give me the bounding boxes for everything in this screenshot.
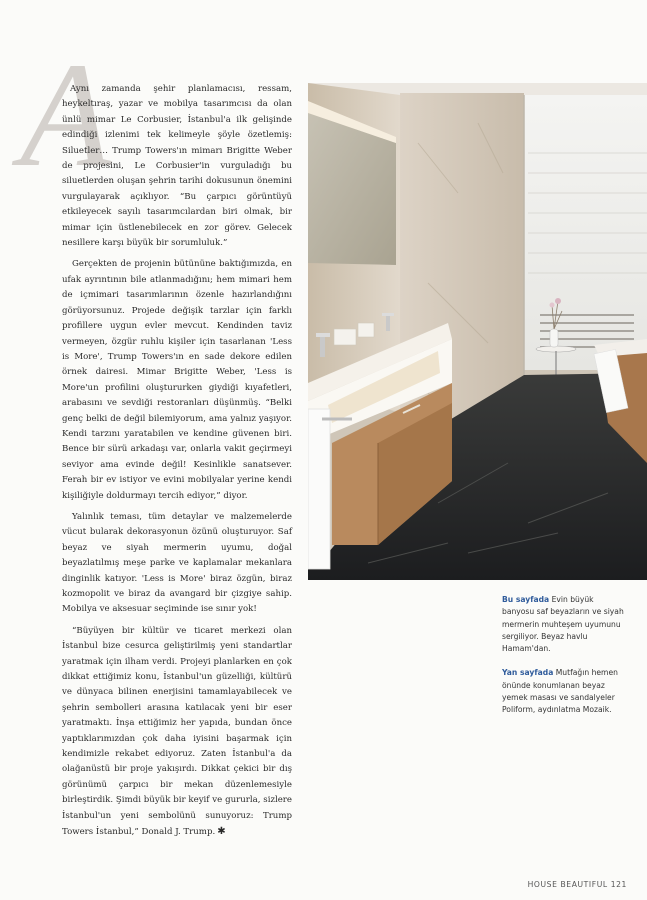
caption-text: Mutfağın hemen önünde konumlanan beyaz yemek masası ve sandalyeler Poliform, aydınlatma Mozaik. <box>502 668 618 715</box>
photo-captions <box>502 594 627 729</box>
paragraph-1: Aynı zamanda şehir planlamacısı, ressam, heykeltıraş, yazar ve mobilya tasarımcısı da olan ünlü mimar Le Corbusier, İstanbul'a ilk gelişinde edindiği izlenimi tek kelimeyle şöyle özetlemiş: Siluetler… Trump Towers'ın mimarı Brigitte Weber de projesini, Le Corbusier'in vurguladığı bu siluetlerden oluşan şehrin tarihi dokusunun önemini vurgulayarak açıklıyor. “Bu çarpıcı görüntüyü etkileyecek sayılı tasarımcılardan biri olmak, bir mimar için üstlenebilecek en zor görev. Gelecek nesillere karşı büyük bir sorumluluk.” <box>62 84 292 249</box>
caption-facing-page <box>502 667 627 716</box>
paragraph-3: Yalınlık teması, tüm detaylar ve malzemelerde vücut bularak dekorasyonun özünü oluşturuyor. Saf beyaz ve siyah mermerin uyumu, doğal beyazlatılmış meşe parke ve kaplamalar mekanlara dinginlik katıyor. 'Less is More' biraz özgün, biraz kozmopolit ve biraz da avangard bir çizgiye sahip. Mobilya ve aksesuar seçiminde ise sınır yok! <box>62 511 292 615</box>
caption-lead: Bu sayfada <box>502 595 550 604</box>
paragraph-2: Gerçekten de projenin bütününe baktığımızda, en ufak ayrıntının bile atlanmadığını; hem mimari hem de içmimari tasarımlarının özenle hazırlandığını görüyorsunuz. Projede değişik tarzlar için farklı profillere uygun evler mevcut. Kendinden taviz vermeyen, özgür ruhlu kişiler için tasarlanan 'Less is More', Trump Towers'ın en sade dekore edilen örnek dairesi. Mimar Brigitte Weber, 'Less is More'un profilini oluştururken giydiği kıyafetleri, arabasını ve sevdiği restoranları düşünmüş. “Belki genç belki de değil bilemiyorum, ama yalnız yaşıyor. Kendi tarzını yaratabilen ve kendine güvenen biri. Bence bir sürü arkadaşı var, onlarla vakit geçirmeyi seviyor ama evinde değil! Kesinlikle sanatsever. Ferah bir ev istiyor ve evini mobilyalar yerine kendi kişiliğiyle doldurmayı tercih ediyor,” diyor. <box>62 259 292 501</box>
decorative-dropcap: A <box>20 32 112 198</box>
caption-text: Evin büyük banyosu saf beyazların ve siyah mermerin muhteşem uyumunu sergiliyor. Beyaz havlu Hamam'dan. <box>502 595 624 654</box>
article-body <box>62 82 292 847</box>
end-mark-icon: ✱ <box>217 826 226 838</box>
page-folio: HOUSE BEAUTIFUL 121 <box>527 880 627 889</box>
paragraph-4 <box>62 624 292 841</box>
caption-lead: Yan sayfada <box>502 668 554 678</box>
bathroom-photo <box>308 83 647 580</box>
paragraph-4-text: “Büyüyen bir kültür ve ticaret merkezi olan İstanbul bize cesurca geliştirilmiş yeni standartlar yaratmak için ilham verdi. Projeyi planlarken en çok dikkat ettiğimiz konu, İstanbul'un güzelliği, kültürü ve dünyaca bilinen enerjisini tamamlayabilecek ve şehrin sembolleri arasına katılacak yeni bir eser yaratmaktı. İnşa ettiğimiz her yapıda, bundan önce yaptıklarımızdan çok daha iyisini başarmak için kendimizle rekabet ediyoruz. Zaten İstanbul'a da olağanüstü bir proje yakışırdı. Dikkat çekici bir dış görünümü çarpıcı bir mekan düzenlemesiyle birleştirdik. Şimdi büyük bir keyif ve gururla, sizlere İstanbul'un yeni sembolünü sunuyoruz: Trump Towers İstanbul,” Donald J. Trump. <box>62 625 292 838</box>
caption-this-page <box>502 594 627 655</box>
